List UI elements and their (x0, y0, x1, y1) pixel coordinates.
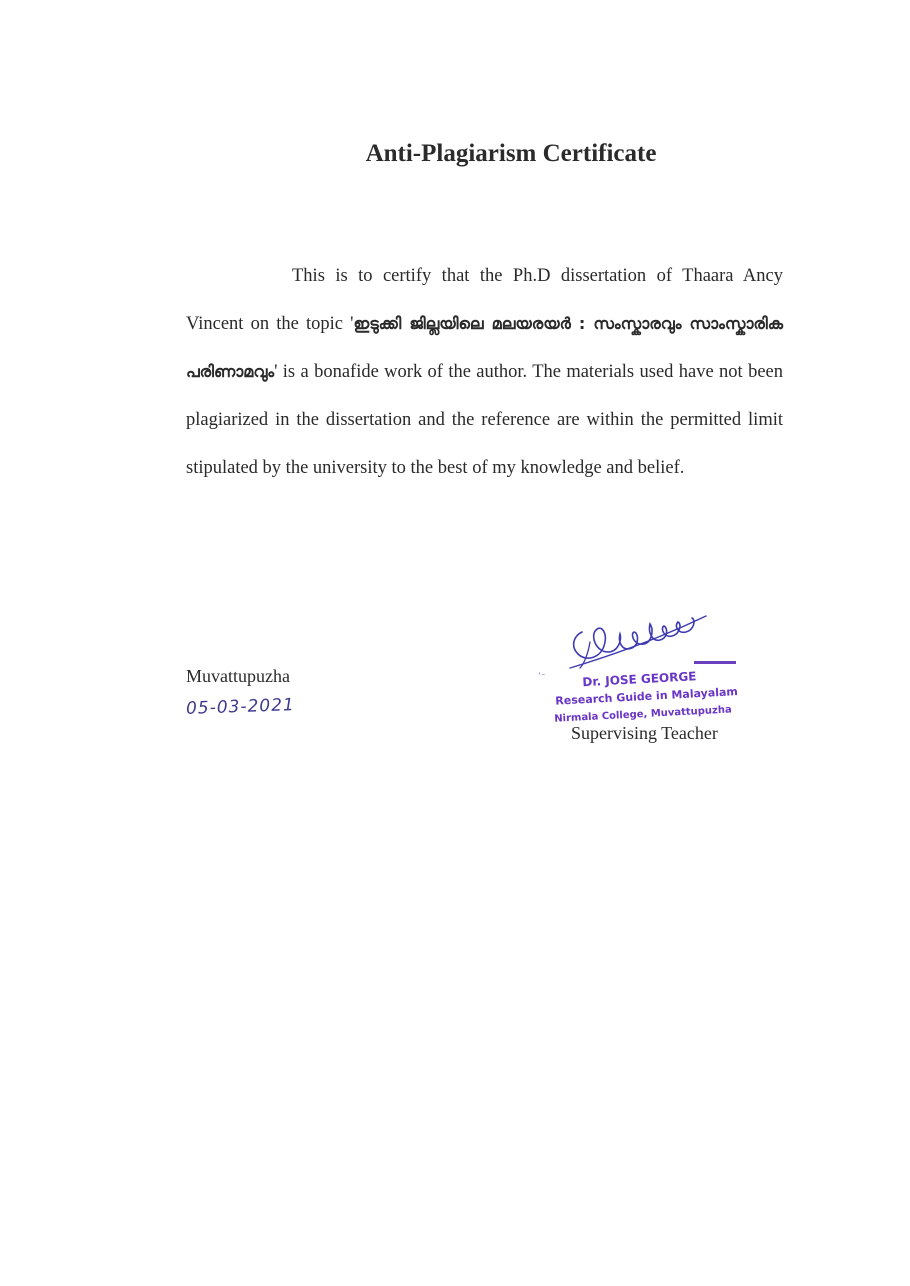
certificate-body (186, 252, 783, 492)
body-intro: This is to certify that the Ph.D dissertation of Thaara Ancy Vincent on the topic ' (186, 266, 783, 334)
handwritten-date: 05-03-2021 (185, 695, 296, 719)
stamp-designation: Research Guide in Malayalam (555, 685, 739, 708)
stamp-rule (694, 661, 736, 664)
body-rest: ' is a bonafide work of the author. The materials used have not been plagiarized in the dissertation and the reference are within the permitted limit stipulated by the university to the best of my knowledge and belief. (186, 362, 783, 478)
stamp-name: Dr. JOSE GEORGE (582, 669, 697, 690)
certificate-title: Anti-Plagiarism Certificate (365, 140, 657, 167)
place-label: Muvattupuzha (186, 666, 290, 686)
signatory-role: Supervising Teacher (571, 723, 718, 743)
stamp-institution: Nirmala College, Muvattupuzha (554, 704, 732, 725)
official-stamp (548, 665, 751, 729)
topic-malayalam: ഇടുക്കി ജില്ലയിലെ മലയരയർ : സംസ്കാരവും സാംസ്കാരിക പരിണാമവും (186, 314, 783, 381)
stamp-mark-icon: ’⁻ (538, 672, 546, 682)
